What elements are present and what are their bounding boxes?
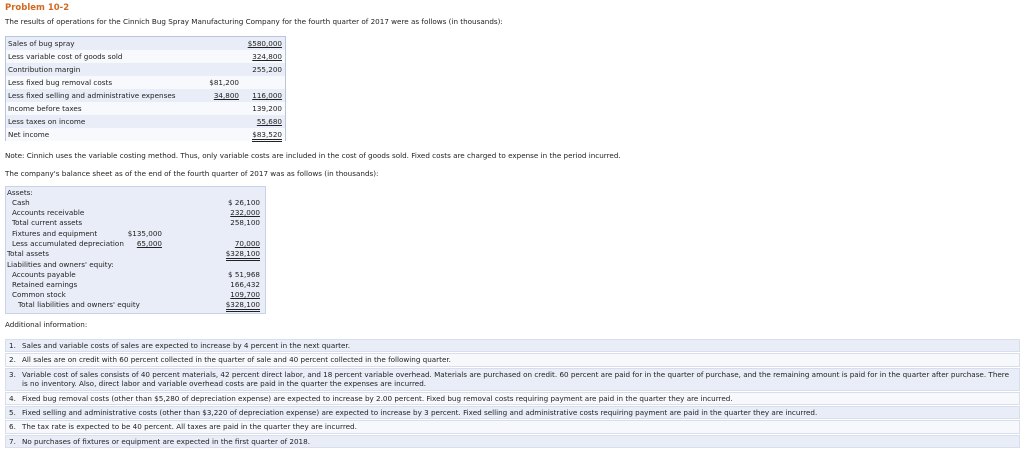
row-subvalue: $81,200: [209, 78, 239, 87]
table-row: [6, 37, 285, 50]
row-label: Assets:: [7, 188, 33, 197]
table-row: [6, 270, 265, 281]
row-label: Less accumulated depreciation: [12, 239, 124, 248]
row-label: Sales of bug spray: [8, 39, 75, 48]
row-subvalue: 34,800: [213, 91, 239, 100]
row-value: $83,520: [252, 130, 282, 142]
table-row: [6, 300, 265, 311]
table-row: [6, 218, 265, 229]
item-text: Fixed bug removal costs (other than $5,280 of depreciation expense) are expected to increase by 2.00 percent. Fixed bug removal costs requiring payment are paid in the quarter they are incurred.: [22, 393, 733, 403]
balance-sheet-intro: The company's balance sheet as of the end of the fourth quarter of 2017 was as follows (in thousands):: [5, 169, 379, 178]
table-row: [6, 128, 285, 141]
row-label: Cash: [12, 198, 30, 207]
table-row: [6, 76, 285, 89]
item-number: 3.: [9, 369, 16, 379]
table-row: [6, 208, 265, 219]
row-label: Less taxes on income: [8, 117, 86, 126]
income-statement-table: [5, 36, 286, 141]
intro-text: The results of operations for the Cinnich Bug Spray Manufacturing Company for the fourth quarter of 2017 were as follows (in thousands):: [5, 17, 503, 26]
row-label: Total current assets: [12, 218, 83, 227]
list-item: [5, 353, 1020, 366]
row-value: $ 51,968: [227, 270, 260, 279]
item-number: 6.: [9, 422, 16, 432]
list-item: [5, 368, 1020, 391]
table-row: [6, 280, 265, 291]
item-text: All sales are on credit with 60 percent collected in the quarter of sale and 40 percent collected in the following quarter.: [22, 355, 451, 365]
row-label: Accounts payable: [12, 270, 76, 279]
item-number: 1.: [9, 341, 16, 350]
row-value: 255,200: [252, 65, 282, 74]
row-value: 258,100: [230, 218, 260, 227]
list-item: [5, 406, 1020, 419]
additional-info-heading: Additional information:: [5, 320, 88, 329]
row-label: Total liabilities and owners' equity: [18, 300, 140, 309]
row-value: 232,000: [230, 208, 260, 217]
row-label: Retained earnings: [12, 280, 78, 289]
table-row: [6, 290, 265, 301]
row-value: 166,432: [230, 280, 260, 289]
row-label: Less variable cost of goods sold: [8, 52, 123, 61]
item-text: No purchases of fixtures or equipment are expected in the first quarter of 2018.: [22, 436, 310, 446]
costing-note: Note: Cinnich uses the variable costing method. Thus, only variable costs are included in the cost of goods sold. Fixed costs are charged to expense in the period incurred.: [5, 151, 621, 160]
row-label: Less fixed selling and administrative expenses: [8, 91, 176, 100]
item-number: 4.: [9, 393, 16, 403]
row-value: 324,800: [252, 52, 282, 61]
table-row: [6, 239, 265, 250]
row-value: 70,000: [234, 239, 260, 248]
list-item: [5, 392, 1020, 405]
row-label: Contribution margin: [8, 65, 81, 74]
row-value: $328,100: [226, 300, 260, 312]
item-text: The tax rate is expected to be 40 percent. All taxes are paid in the quarter they are incurred.: [22, 422, 357, 432]
list-item: [5, 420, 1020, 433]
row-value: 116,000: [252, 91, 282, 100]
table-row: [6, 89, 285, 102]
table-row: [6, 198, 265, 209]
row-label: Income before taxes: [8, 104, 82, 113]
row-value: $328,100: [226, 249, 260, 261]
balance-sheet: [5, 186, 266, 314]
additional-info-list: [5, 339, 1020, 449]
item-number: 5.: [9, 408, 16, 418]
table-row: [6, 50, 285, 63]
table-row: [6, 188, 265, 199]
table-row: [6, 115, 285, 128]
row-label: Fixtures and equipment: [12, 229, 98, 238]
table-row: [6, 249, 265, 260]
table-row: [6, 260, 265, 271]
item-text: Fixed selling and administrative costs (other than $3,220 of depreciation expense) are expected to increase by 3 percent. Fixed selling and administrative costs requiring payment are paid in the quarter they are incurred.: [22, 408, 818, 418]
item-number: 7.: [9, 436, 16, 446]
row-subvalue: $135,000: [127, 229, 162, 238]
item-text: Sales and variable costs of sales are expected to increase by 4 percent in the next quarter.: [22, 341, 351, 350]
row-label: Liabilities and owners' equity:: [7, 260, 114, 269]
list-item: [5, 339, 1020, 352]
row-value: 139,200: [252, 104, 282, 113]
table-row: [6, 63, 285, 76]
table-row: [6, 229, 265, 240]
row-label: Less fixed bug removal costs: [8, 78, 113, 87]
row-label: Common stock: [12, 290, 66, 299]
row-value: $580,000: [247, 39, 282, 48]
table-row: [6, 102, 285, 115]
row-label: Net income: [8, 130, 50, 139]
row-label: Accounts receivable: [12, 208, 85, 217]
row-value: 55,680: [256, 117, 282, 126]
row-label: Total assets: [7, 249, 49, 258]
row-value: $ 26,100: [227, 198, 260, 207]
item-text: Variable cost of sales consists of 40 percent materials, 42 percent direct labor, and 18 percent variable overhead. Materials are purchased on credit. 60 percent are paid for in the quarter of purchase, and the remaining amount is paid for in the quarter after purchase. There is no inventory. Also, direct labor and variable overhead costs are paid in the quarter the expenses are incurred.: [22, 369, 1010, 389]
row-subvalue: 65,000: [136, 239, 162, 248]
row-value: 109,700: [230, 290, 260, 299]
item-number: 2.: [9, 355, 16, 365]
problem-title: Problem 10-2: [5, 3, 70, 13]
